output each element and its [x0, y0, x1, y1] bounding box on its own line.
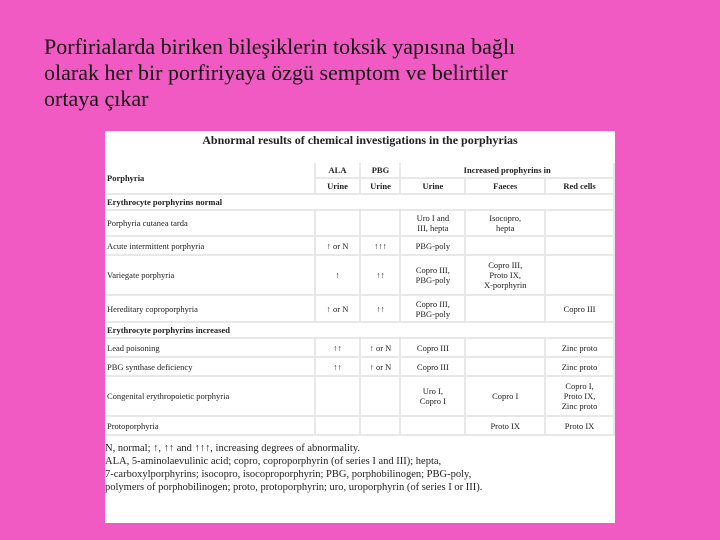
cell-faeces: Copro III, Proto IX, X-porphyrin: [465, 255, 545, 295]
header-urine: Urine: [360, 178, 400, 194]
cell-pbg: [360, 416, 400, 435]
footnote-line: N, normal; ↑, ↑↑ and ↑↑↑, increasing degrees of abnormality.: [105, 443, 361, 454]
section-heading: Erythrocyte porphyrins normal: [105, 194, 614, 210]
cell-ala: [315, 376, 361, 416]
row-name: Acute intermittent porphyria: [105, 236, 315, 255]
cell-pbg: ↑ or N: [360, 338, 400, 357]
cell-urine: Uro I and III, hepta: [400, 210, 465, 236]
cell-ala: ↑: [315, 255, 361, 295]
cell-urine: Copro III, PBG-poly: [400, 255, 465, 295]
table-row: [105, 357, 614, 376]
table-image: [105, 131, 615, 523]
cell-red-cells: Zinc proto: [545, 357, 614, 376]
footnote-line: ALA, 5-aminolaevulinic acid; copro, coproporphyrin (of series I and III); hepta,: [105, 456, 442, 467]
row-name: Hereditary coproporphyria: [105, 295, 315, 322]
table-row: [105, 376, 614, 416]
cell-red-cells: Copro III: [545, 295, 614, 322]
cell-faeces: Isocopro, hepta: [465, 210, 545, 236]
row-name: Congenital erythropoietic porphyria: [105, 376, 315, 416]
header-urine: Urine: [315, 178, 361, 194]
cell-urine: [400, 416, 465, 435]
cell-faeces: Copro I: [465, 376, 545, 416]
cell-ala: ↑↑: [315, 357, 361, 376]
header-ala: ALA: [315, 163, 361, 178]
cell-pbg: ↑ or N: [360, 357, 400, 376]
cell-red-cells: Zinc proto: [545, 338, 614, 357]
header-urine: Urine: [400, 178, 465, 194]
table-row: [105, 416, 614, 435]
cell-urine: Uro I, Copro I: [400, 376, 465, 416]
cell-faeces: [465, 338, 545, 357]
cell-urine: Copro III, PBG-poly: [400, 295, 465, 322]
cell-urine: Copro III: [400, 357, 465, 376]
row-name: PBG synthase deficiency: [105, 357, 315, 376]
row-name: Variegate porphyria: [105, 255, 315, 295]
cell-faeces: [465, 295, 545, 322]
cell-red-cells: [545, 210, 614, 236]
header-red-cells: Red cells: [545, 178, 614, 194]
header-porphyria: Porphyria: [105, 163, 315, 194]
cell-pbg: [360, 376, 400, 416]
table-row: [105, 210, 614, 236]
cell-ala: ↑ or N: [315, 236, 361, 255]
cell-red-cells: Proto IX: [545, 416, 614, 435]
table-row: [105, 255, 614, 295]
table-row: [105, 295, 614, 322]
cell-red-cells: Copro I, Proto IX, Zinc proto: [545, 376, 614, 416]
cell-pbg: ↑↑: [360, 295, 400, 322]
footnote-line: 7-carboxylporphyrins; isocopro, isocoproporphyrin; PBG, porphobilinogen; PBG-poly,: [105, 469, 472, 480]
table-footnote: [105, 442, 611, 494]
header-pbg: PBG: [360, 163, 400, 178]
cell-red-cells: [545, 255, 614, 295]
cell-pbg: ↑↑↑: [360, 236, 400, 255]
title-line: ortaya çıkar: [44, 86, 149, 111]
porphyria-table: [105, 163, 615, 436]
cell-urine: PBG-poly: [400, 236, 465, 255]
table-title: Abnormal results of chemical investigations in the porphyrias: [202, 133, 518, 147]
cell-ala: [315, 210, 361, 236]
table-row: [105, 236, 614, 255]
row-name: Porphyria cutanea tarda: [105, 210, 315, 236]
footnote-line: polymers of porphobilinogen; proto, protoporphyrin; uro, uroporphyrin (of series I or III).: [105, 482, 483, 493]
table-row: [105, 338, 614, 357]
cell-ala: ↑↑: [315, 338, 361, 357]
title-line: Porfirialarda biriken bileşiklerin toksik yapısına bağlı: [44, 34, 516, 59]
row-name: Lead poisoning: [105, 338, 315, 357]
section-heading: Erythrocyte porphyrins increased: [105, 322, 614, 338]
cell-ala: [315, 416, 361, 435]
cell-faeces: Proto IX: [465, 416, 545, 435]
slide-title: [44, 34, 704, 112]
cell-faeces: [465, 236, 545, 255]
title-line: olarak her bir porfiriyaya özgü semptom ve belirtiler: [44, 60, 508, 85]
header-faeces: Faeces: [465, 178, 545, 194]
cell-urine: Copro III: [400, 338, 465, 357]
cell-faeces: [465, 357, 545, 376]
row-name: Protoporphyria: [105, 416, 315, 435]
header-increased: Increased prophyrins in: [400, 163, 614, 178]
cell-pbg: [360, 210, 400, 236]
cell-pbg: ↑↑: [360, 255, 400, 295]
cell-red-cells: [545, 236, 614, 255]
cell-ala: ↑ or N: [315, 295, 361, 322]
